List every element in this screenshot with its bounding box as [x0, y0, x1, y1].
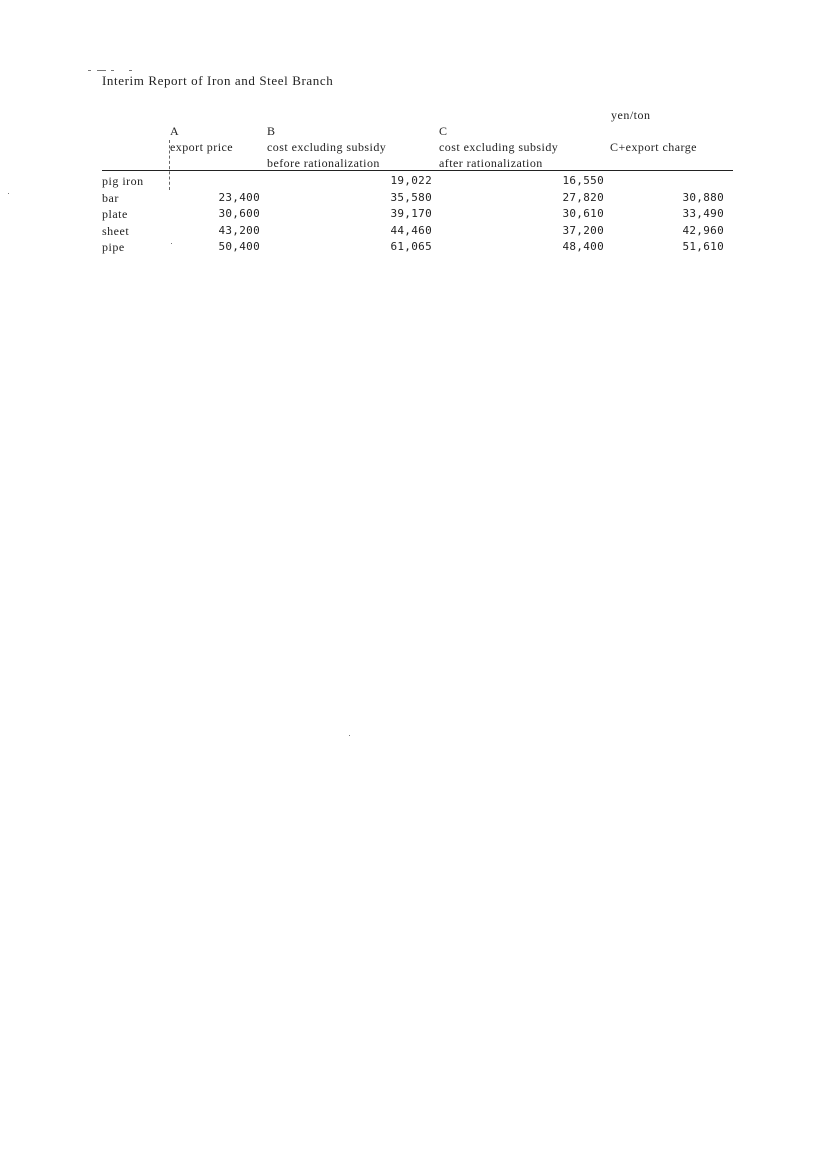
column-d-header: C+export charge [610, 140, 697, 154]
cell-export-price: 30,600 [218, 207, 260, 220]
cell-cost-after: 16,550 [562, 174, 604, 187]
cell-cost-before: 44,460 [390, 223, 432, 237]
cell-c-plus-export [604, 173, 724, 190]
cell-cost-before: 35,580 [390, 190, 432, 204]
scan-mark [129, 70, 132, 71]
column-c-header-line2: after rationalization [439, 156, 543, 170]
unit-label: yen/ton [611, 108, 651, 122]
column-a-letter: A [170, 124, 180, 138]
cell-c-plus-export: 33,490 [682, 207, 724, 220]
report-title: Interim Report of Iron and Steel Branch [102, 73, 334, 88]
cell-export-price: 43,200 [218, 223, 260, 237]
row-label-pipe: pipe [102, 240, 125, 254]
row-label-plate: plate [102, 207, 128, 221]
header-rule [102, 170, 733, 171]
cell-cost-after: 27,820 [562, 190, 604, 204]
table-row [102, 206, 724, 223]
cell-cost-after: 48,400 [562, 240, 604, 253]
cell-cost-before: 39,170 [390, 207, 432, 220]
table-row [102, 223, 724, 240]
column-a-header: export price [170, 140, 234, 154]
cell-c-plus-export: 42,960 [682, 223, 724, 237]
cell-export-price [168, 173, 260, 190]
table-row [102, 173, 724, 190]
row-label-bar: bar [102, 190, 119, 205]
cell-export-price: 23,400 [218, 190, 260, 204]
cell-cost-before: 19,022 [390, 174, 432, 187]
column-c-letter: C [439, 124, 448, 138]
scan-mark [349, 735, 350, 736]
cell-cost-before: 61,065 [390, 240, 432, 253]
cell-export-price: 50,400 [218, 240, 260, 253]
row-label-pig-iron: pig iron [102, 174, 144, 188]
column-b-header-line1: cost excluding subsidy [267, 140, 387, 154]
scan-mark [111, 70, 114, 71]
table-row [102, 190, 724, 207]
column-c-header-line1: cost excluding subsidy [439, 140, 559, 154]
price-cost-table [102, 173, 724, 256]
scan-mark [88, 70, 91, 71]
cell-cost-after: 37,200 [562, 223, 604, 237]
row-label-sheet: sheet [102, 223, 130, 238]
column-b-letter: B [267, 124, 276, 138]
cell-c-plus-export: 51,610 [682, 240, 724, 253]
column-b-header-line2: before rationalization [267, 156, 380, 170]
cell-cost-after: 30,610 [562, 207, 604, 220]
cell-c-plus-export: 30,880 [682, 190, 724, 204]
table-row [102, 239, 724, 256]
scan-mark [8, 193, 9, 194]
scan-mark [97, 70, 106, 71]
